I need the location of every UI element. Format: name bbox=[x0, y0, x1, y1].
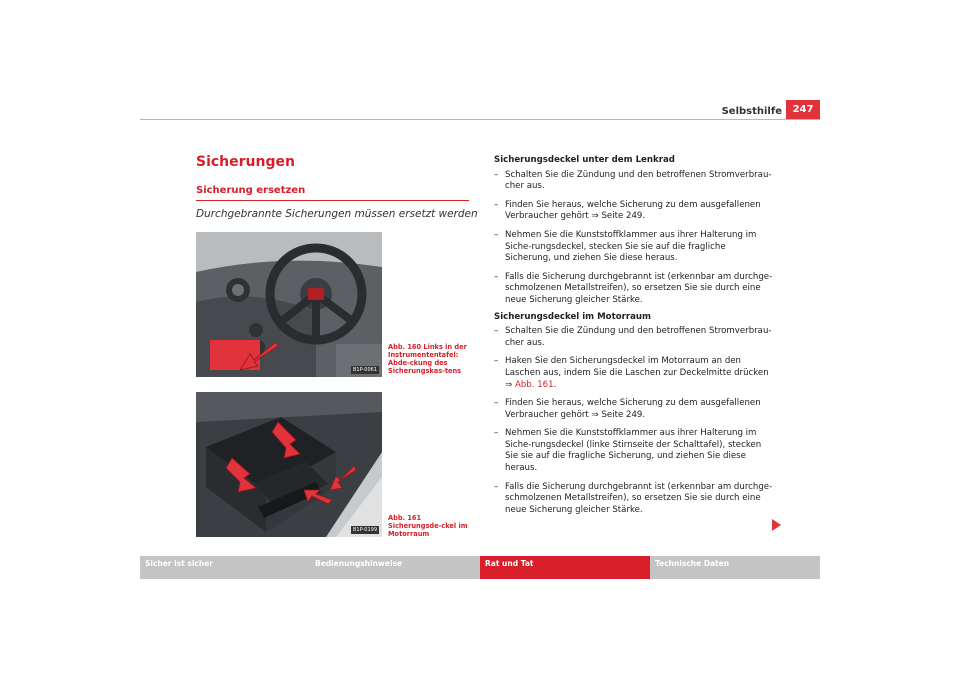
list-item: – Schalten Sie die Zündung und den betroffenen Stromverbrau-cher aus. bbox=[494, 169, 772, 192]
section-title: Sicherungsdeckel unter dem Lenkrad bbox=[494, 155, 675, 165]
list-item: – Finden Sie heraus, welche Sicherung zu dem ausgefallenen Verbraucher gehört ⇒ Seite 249. bbox=[494, 398, 761, 420]
bullet-dash: – bbox=[494, 229, 499, 240]
section-heading: Sicherungen bbox=[196, 154, 295, 170]
bullet-dash: – bbox=[494, 356, 499, 367]
list-item: – Nehmen Sie die Kunststoffklammer aus ihrer Halterung im Siche-rungsdeckel (linke Stirnseite der Schalttafel), stecken Sie sie auf die fragliche Sicherung, und ziehen Sie diese heraus. bbox=[494, 428, 762, 474]
list-item: – Nehmen Sie die Kunststoffklammer aus ihrer Halterung im Siche-rungsdeckel, stecken Sie sie auf die fragliche Sicherung, und ziehen Sie diese heraus. bbox=[494, 229, 757, 264]
cross-reference-arrow: ⇒ bbox=[505, 379, 513, 390]
subsection-subtitle: Durchgebrannte Sicherungen müssen ersetzt werden bbox=[196, 208, 478, 220]
figure-code: B1P-0199 bbox=[352, 527, 377, 533]
bullet-dash: – bbox=[494, 398, 499, 409]
page-number: 247 bbox=[786, 100, 820, 119]
instructions-column bbox=[494, 155, 774, 523]
list-item: – Falls die Sicherung durchgebrannt ist (erkennbar am durchge-schmolzenen Metallstreifen), so ersetzen Sie sie durch eine neue Sicherung gleicher Stärke. bbox=[494, 481, 773, 515]
figure-dashboard-fuse-cover bbox=[196, 232, 382, 377]
footer-tab-rat-und-tat[interactable]: Rat und Tat bbox=[480, 556, 650, 579]
bullet-dash: – bbox=[494, 169, 499, 180]
footer-tab-technische-daten[interactable]: Technische Daten bbox=[650, 556, 820, 579]
section-title: Sicherungsdeckel im Motorraum bbox=[494, 311, 651, 322]
footer-tab-sicher-ist-sicher[interactable]: Sicher ist sicher bbox=[140, 556, 310, 579]
header-rule bbox=[140, 119, 820, 120]
list-item: – Schalten Sie die Zündung und den betroffenen Stromverbrau-cher aus. bbox=[494, 326, 772, 348]
subsection-rule bbox=[196, 200, 469, 201]
figure-caption: Abb. 161 Sicherungsde-ckel im Motorraum bbox=[388, 514, 468, 538]
bullet-dash: – bbox=[494, 326, 499, 337]
bullet-dash: – bbox=[494, 481, 499, 492]
list-item: – Falls die Sicherung durchgebrannt ist (erkennbar am durchge-schmolzenen Metallstreifen), so ersetzen Sie sie durch eine neue Sicherung gleicher Stärke. bbox=[494, 271, 773, 305]
list-item: – Haken Sie den Sicherungsdeckel im Motorraum an den Laschen aus, indem Sie die Laschen zur Deckelmitte drücken ⇒ Abb. 161. bbox=[494, 356, 769, 390]
footer-tab-bedienungshinweise[interactable]: Bedienungshinweise bbox=[310, 556, 480, 579]
figure-code: B1P-0061 bbox=[352, 367, 377, 373]
bullet-dash: – bbox=[494, 271, 499, 282]
subsection-heading: Sicherung ersetzen bbox=[196, 185, 306, 196]
figure-engine-fuse-cover bbox=[196, 392, 382, 537]
running-header-title: Selbsthilfe bbox=[721, 106, 782, 117]
bullet-dash: – bbox=[494, 199, 499, 210]
figure-caption: Abb. 160 Links in der Instrumententafel: Abde-ckung des Sicherungskas-tens bbox=[388, 343, 467, 375]
bullet-dash: – bbox=[494, 428, 499, 439]
list-item: – Finden Sie heraus, welche Sicherung zu dem ausgefallenen Verbraucher gehört ⇒ Seite 249. bbox=[494, 199, 761, 222]
figure-link[interactable]: Abb. 161 bbox=[514, 379, 554, 390]
continue-arrow-icon bbox=[772, 519, 781, 531]
